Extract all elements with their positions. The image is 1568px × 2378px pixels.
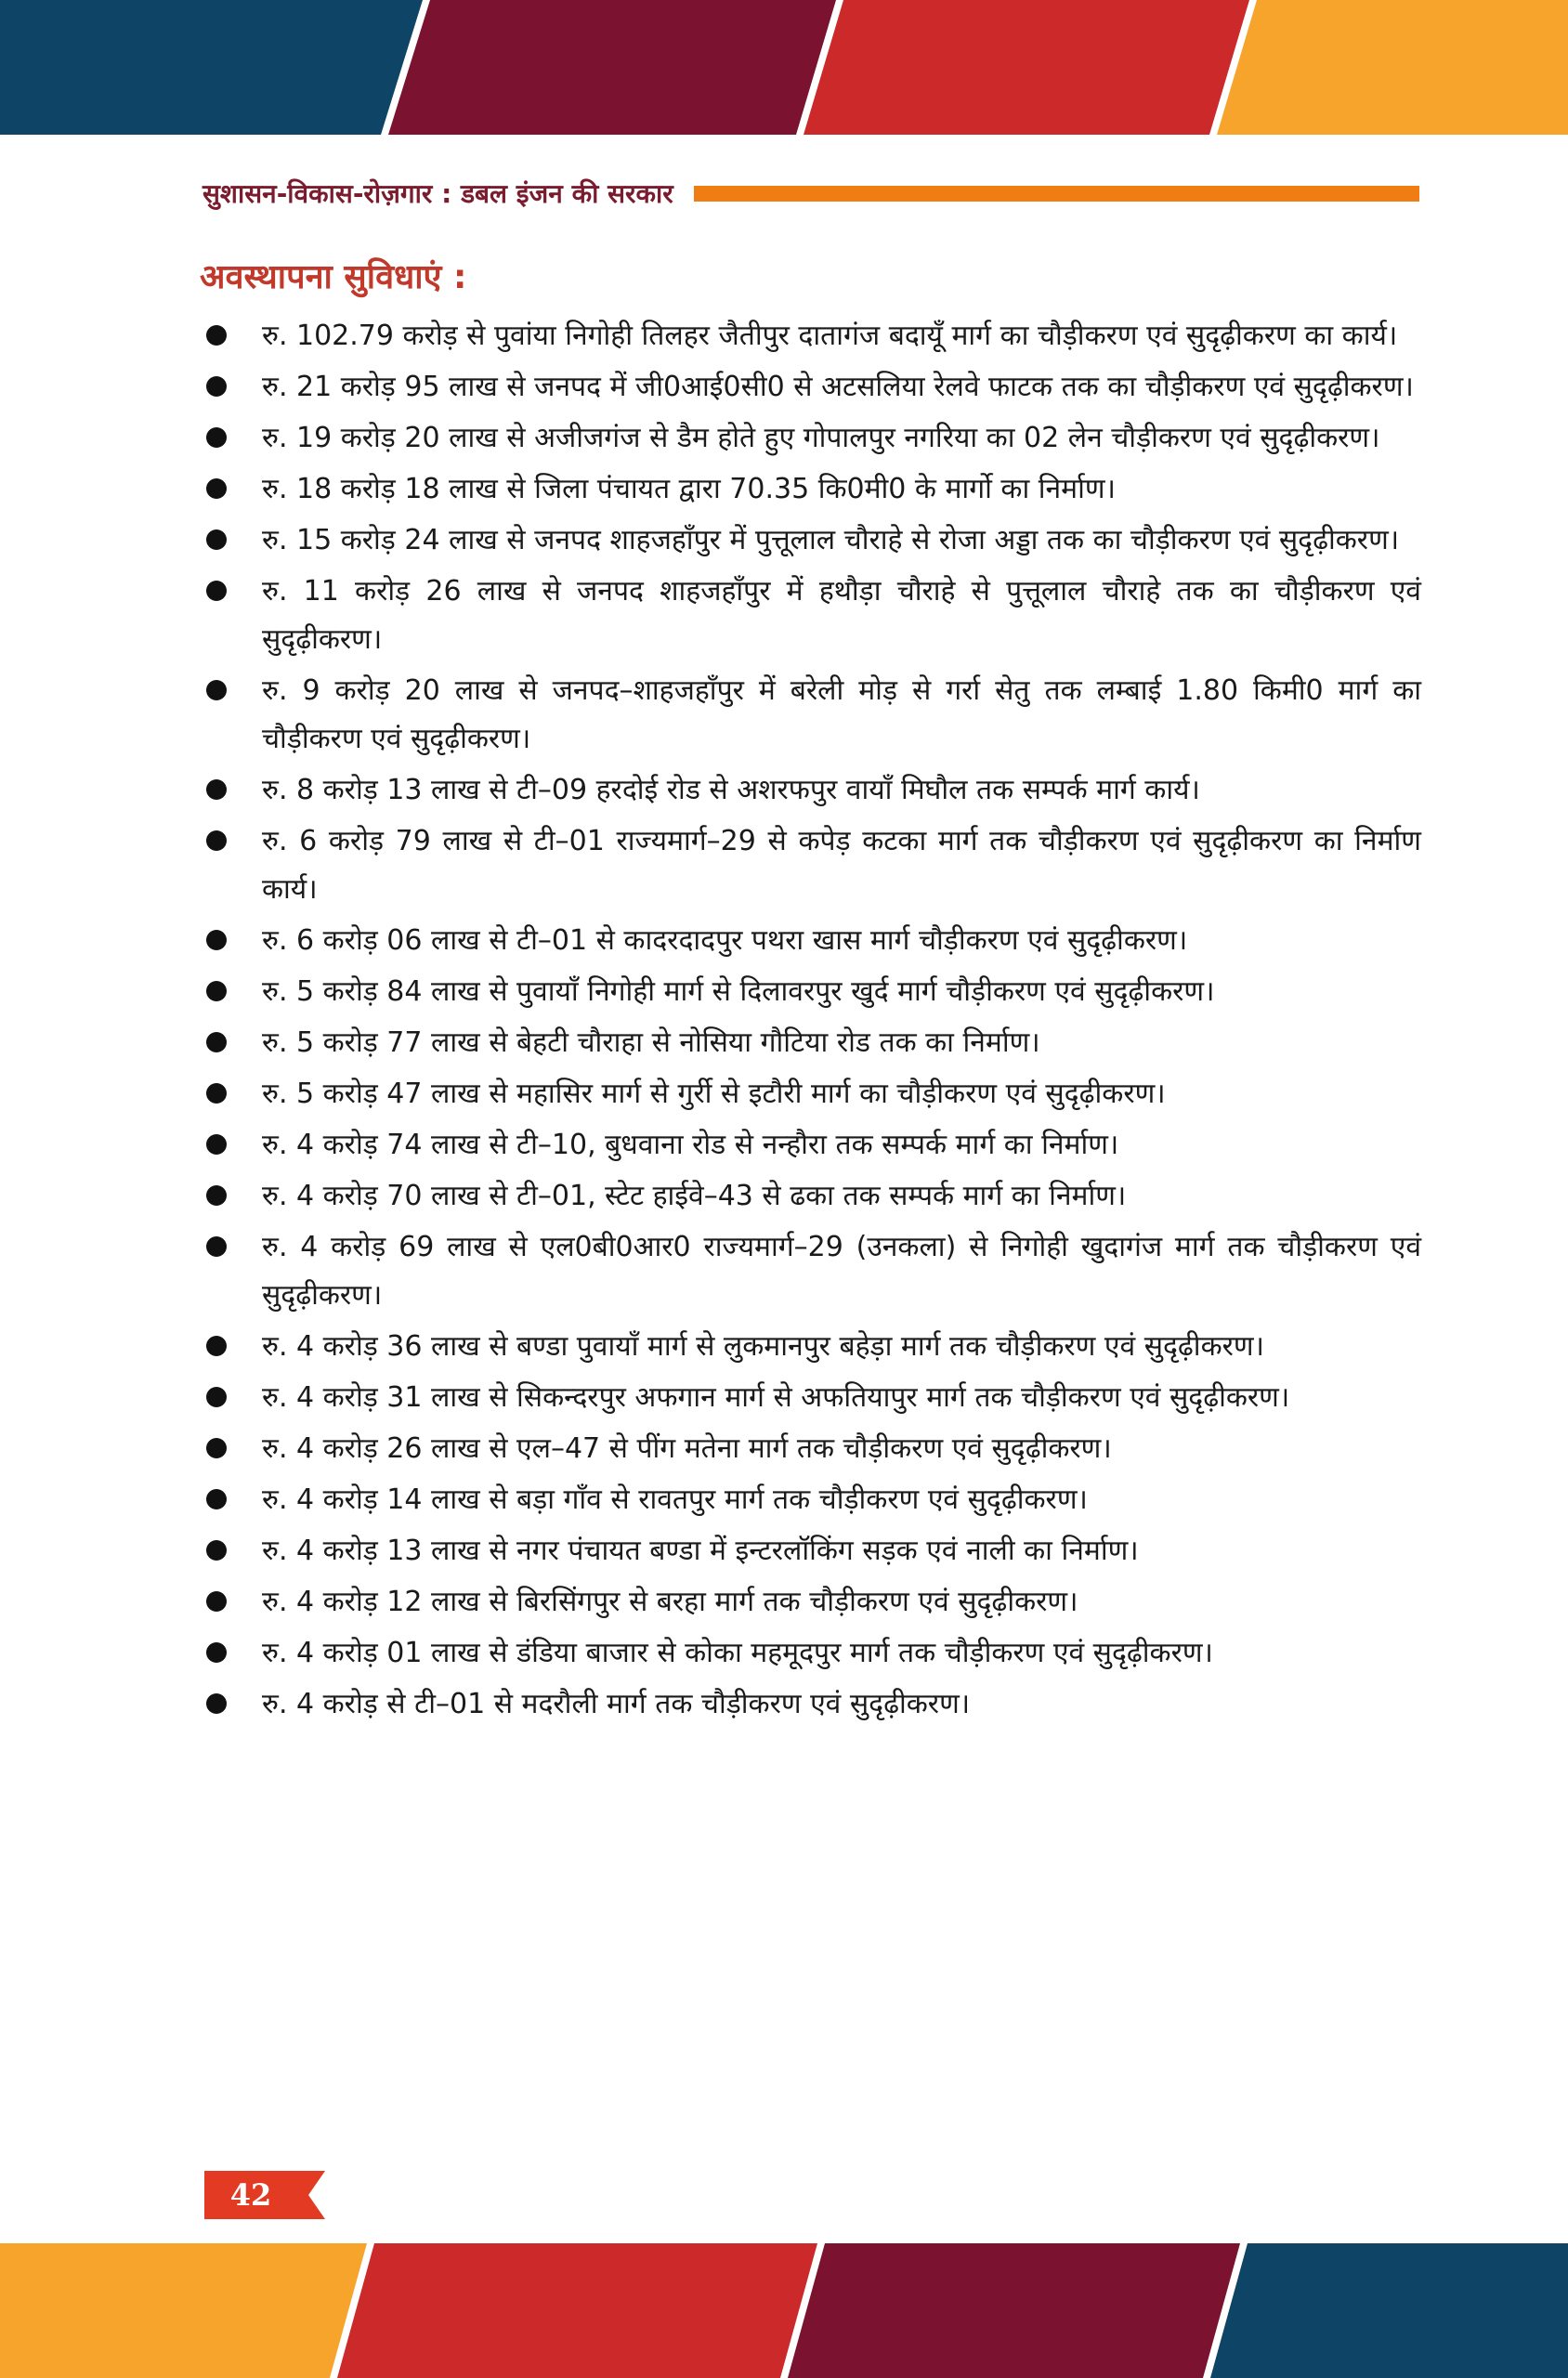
list-item-text: रु. 4 करोड़ 70 लाख से टी–01, स्टेट हाईवे–43 से ढका तक सम्पर्क मार्ग का निर्माण। xyxy=(262,1180,1127,1212)
list-item-text: रु. 8 करोड़ 13 लाख से टी–09 हरदोई रोड से अशरफपुर वायॉं मिघौल तक सम्पर्क मार्ग कार्य। xyxy=(262,774,1200,806)
bullet-icon xyxy=(206,1032,227,1052)
bullet-icon xyxy=(206,1083,227,1104)
list-item xyxy=(195,1223,1421,1320)
list-item xyxy=(195,1476,1421,1524)
list-item xyxy=(195,312,1421,360)
bullet-icon xyxy=(206,1387,227,1407)
list-item-text: रु. 5 करोड़ 77 लाख से बेहटी चौराहा से नोसिया गौटिया रोड तक का निर्माण। xyxy=(262,1026,1040,1059)
bullet-icon xyxy=(206,1489,227,1509)
list-item-text: रु. 4 करोड़ 31 लाख से सिकन्दरपुर अफगान मार्ग से अफतियापुर मार्ग तक चौड़ीकरण एवं सुदृढ़ीकरण। xyxy=(262,1381,1290,1414)
list-item-text: रु. 4 करोड़ से टी–01 से मदरौली मार्ग तक चौड़ीकरण एवं सुदृढ़ीकरण। xyxy=(262,1688,971,1720)
list-item-text: रु. 18 करोड़ 18 लाख से जिला पंचायत द्वारा 70.35 कि0मी0 के मार्गो का निर्माण। xyxy=(262,473,1116,505)
page-number: 42 xyxy=(229,2177,272,2213)
list-item-text: रु. 102.79 करोड़ से पुवांया निगोही तिलहर जैतीपुर दातागंज बदायूँ मार्ग का चौड़ीकरण एवं सुदृढ़ीकरण का कार्य। xyxy=(262,320,1398,352)
list-item-text: रु. 4 करोड़ 74 लाख से टी–10, बुधवाना रोड से नन्हौरा तक सम्पर्क मार्ग का निर्माण। xyxy=(262,1129,1119,1161)
bullet-icon xyxy=(206,830,227,851)
bullet-icon xyxy=(206,1438,227,1458)
bullet-icon xyxy=(206,1336,227,1356)
infrastructure-list xyxy=(195,312,1421,1731)
list-item xyxy=(195,1019,1421,1067)
list-item xyxy=(195,363,1421,412)
list-item xyxy=(195,1680,1421,1729)
list-item-text: रु. 19 करोड़ 20 लाख से अजीजगंज से डैम होते हुए गोपालपुर नगरिया का 02 लेन चौड़ीकरण एवं सुदृढ़ीकरण। xyxy=(262,422,1380,454)
list-item-text: रु. 5 करोड़ 84 लाख से पुवायाँ निगोही मार्ग से दिलावरपुर खुर्द मार्ग चौड़ीकरण एवं सुदृढ़ीकरण। xyxy=(262,975,1215,1008)
list-item-text: रु. 6 करोड़ 06 लाख से टी–01 से कादरदादपुर पथरा खास मार्ग चौड़ीकरण एवं सुदृढ़ीकरण। xyxy=(262,924,1188,957)
list-item-text: रु. 11 करोड़ 26 लाख से जनपद शाहजहाँपुर में हथौड़ा चौराहे से पुत्तूलाल चौराहे तक का चौड़ीकरण एवं सुदृढ़ीकरण। xyxy=(262,575,1421,656)
list-item-text: रु. 21 करोड़ 95 लाख से जनपद में जी0आई0सी0 से अटसलिया रेलवे फाटक तक का चौड़ीकरण एवं सुदृढ़ीकरण। xyxy=(262,371,1414,403)
list-item xyxy=(195,1323,1421,1371)
list-item xyxy=(195,465,1421,514)
list-item-text: रु. 4 करोड़ 14 लाख से बड़ा गाँव से रावतपुर मार्ग तक चौड़ीकरण एवं सुदृढ़ीकरण। xyxy=(262,1483,1088,1516)
bullet-icon xyxy=(206,1236,227,1257)
bullet-icon xyxy=(206,779,227,800)
list-item xyxy=(195,1374,1421,1422)
list-item-text: रु. 15 करोड़ 24 लाख से जनपद शाहजहाँपुर में पुत्तूलाल चौराहे से रोजा अड्डा तक का चौड़ीकरण एवं सुदृढ़ीकरण। xyxy=(262,524,1400,556)
list-item xyxy=(195,766,1421,815)
list-item xyxy=(195,414,1421,463)
list-item xyxy=(195,1070,1421,1118)
list-item xyxy=(195,1578,1421,1627)
bullet-icon xyxy=(206,581,227,601)
list-item xyxy=(195,1121,1421,1169)
page-number-tab xyxy=(204,2171,325,2219)
list-item xyxy=(195,1527,1421,1575)
bullet-icon xyxy=(206,1591,227,1612)
bullet-icon xyxy=(206,1642,227,1663)
bullet-icon xyxy=(206,478,227,499)
list-item xyxy=(195,1172,1421,1221)
list-item-text: रु. 5 करोड़ 47 लाख से महासिर मार्ग से गुर्री से इटौरी मार्ग का चौड़ीकरण एवं सुदृढ़ीकरण। xyxy=(262,1078,1166,1110)
section-heading: अवस्थापना सुविधाएं : xyxy=(200,258,467,296)
list-item-text: रु. 4 करोड़ 13 लाख से नगर पंचायत बण्डा में इन्टरलॉकिंग सड़क एवं नाली का निर्माण। xyxy=(262,1535,1139,1567)
running-header-title: सुशासन-विकास-रोज़गार : डबल इंजन की सरकार xyxy=(203,178,673,209)
list-item-text: रु. 4 करोड़ 69 लाख से एल0बी0आर0 राज्यमार्ग–29 (उनकला) से निगोही खुदागंज मार्ग तक चौड़ीकरण एवं सुदृढ़ीकरण। xyxy=(262,1231,1421,1312)
bullet-icon xyxy=(206,1693,227,1714)
list-item-text: रु. 4 करोड़ 36 लाख से बण्डा पुवायाँ मार्ग से लुकमानपुर बहेड़ा मार्ग तक चौड़ीकरण एवं सुदृढ़ीकरण। xyxy=(262,1330,1264,1363)
list-item-text: रु. 4 करोड़ 12 लाख से बिरसिंगपुर से बरहा मार्ग तक चौड़ीकरण एवं सुदृढ़ीकरण। xyxy=(262,1586,1078,1618)
list-item xyxy=(195,968,1421,1016)
list-item xyxy=(195,817,1421,914)
bottom-decorative-band xyxy=(0,2243,1568,2378)
list-item xyxy=(195,516,1421,565)
bullet-icon xyxy=(206,680,227,700)
top-decorative-band xyxy=(0,0,1568,135)
list-item xyxy=(195,1425,1421,1473)
list-item xyxy=(195,917,1421,965)
running-header xyxy=(203,175,1419,212)
bullet-icon xyxy=(206,1185,227,1206)
bullet-icon xyxy=(206,1540,227,1561)
bullet-icon xyxy=(206,981,227,1001)
bullet-icon xyxy=(206,930,227,950)
list-item xyxy=(195,568,1421,664)
header-rule xyxy=(694,186,1419,202)
list-item xyxy=(195,1629,1421,1678)
bullet-icon xyxy=(206,1134,227,1155)
list-item-text: रु. 6 करोड़ 79 लाख से टी–01 राज्यमार्ग–29 से कपेड़ कटका मार्ग तक चौड़ीकरण एवं सुदृढ़ीकरण का निर्माण कार्य। xyxy=(262,825,1421,906)
bullet-icon xyxy=(206,529,227,550)
list-item xyxy=(195,667,1421,764)
bullet-icon xyxy=(206,427,227,448)
bullet-icon xyxy=(206,325,227,346)
list-item-text: रु. 9 करोड़ 20 लाख से जनपद–शाहजहाँपुर में बरेली मोड़ से गर्रा सेतु तक लम्बाई 1.80 किमी0 मार्ग का चौड़ीकरण एवं सुदृढ़ीकरण। xyxy=(262,674,1421,755)
bullet-icon xyxy=(206,376,227,397)
list-item-text: रु. 4 करोड़ 01 लाख से डंडिया बाजार से कोका महमूदपुर मार्ग तक चौड़ीकरण एवं सुदृढ़ीकरण। xyxy=(262,1637,1213,1669)
list-item-text: रु. 4 करोड़ 26 लाख से एल–47 से पींग मतेना मार्ग तक चौड़ीकरण एवं सुदृढ़ीकरण। xyxy=(262,1432,1112,1465)
